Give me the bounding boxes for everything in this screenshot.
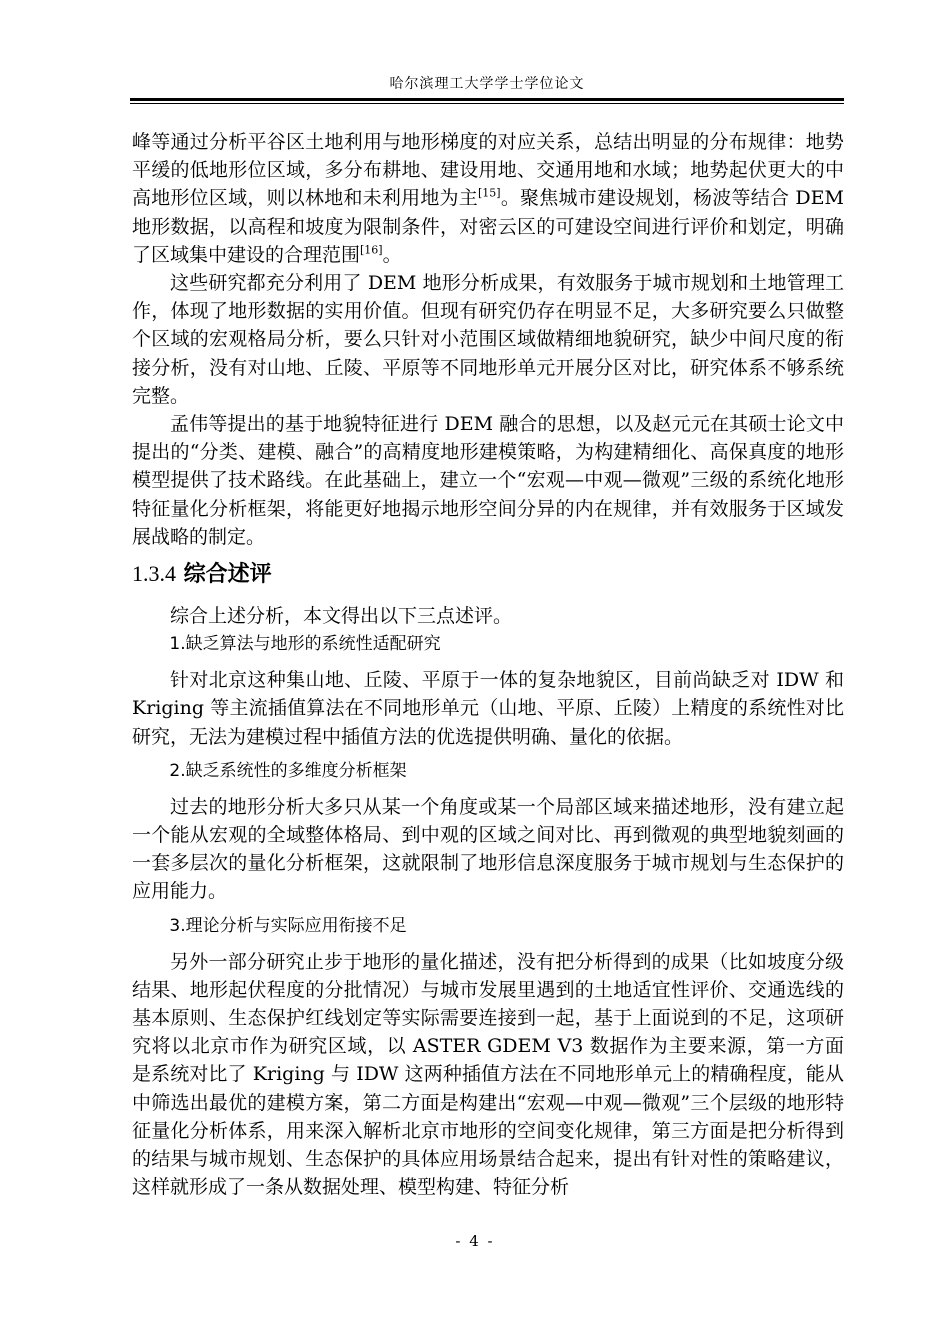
point-3-heading: 3.理论分析与实际应用衔接不足 — [169, 915, 407, 936]
paragraph-1-end: 。 — [382, 243, 402, 266]
point-1-text: 针对北京这种集山地、丘陵、平原于一体的复杂地貌区，目前尚缺乏对 IDW 和 Kriging 等主流插值算法在不同地形单元（山地、平原、丘陵）上精度的系统性对比研究，无法为建模过程中插值方法的优选提供明确、量化的依据。 — [132, 669, 844, 748]
body-text — [132, 128, 844, 1202]
header-rule — [130, 98, 844, 104]
intro-paragraph: 综合上述分析，本文得出以下三点述评。 — [170, 605, 513, 628]
point-1-heading: 1.缺乏算法与地形的系统性适配研究 — [169, 634, 441, 655]
citation-16: [16] — [360, 243, 383, 257]
section-number: 1.3.4 — [132, 561, 176, 587]
citation-15: [15] — [478, 187, 501, 201]
point-3-text: 另外一部分研究止步于地形的量化描述，没有把分析得到的成果（比如坡度分级结果、地形起伏程度的分批情况）与城市发展里遇到的土地适宜性评价、交通选线的基本原则、生态保护红线划定等实际需要连接到一起，基于上面说到的不足，这项研究将以北京市作为研究区域，以 ASTER GDEM V3 数据作为主要来源，第一方面是系统对比了 Kriging 与 IDW 这两种插值方法在不同地形单元上的精确程度，能从中筛选出最优的建模方案，第二方面是构建出“宏观—中观—微观”三个层级的地形特征量化分析体系，用来深入解析北京市地形的空间变化规律，第三方面是把分析得到的结果与城市规划、生态保护的具体应用场景结合起来，提出有针对性的策略建议，这样就形成了一条从数据处理、模型构建、特征分析 — [132, 950, 844, 1199]
paragraph-1-text: 峰等通过分析平谷区土地利用与地形梯度的对应关系，总结出明显的分布规律：地势平缓的低地形位区域，多分布耕地、建设用地、交通用地和水域；地势起伏更大的中高地形位区域，则以林地和未利用地为主 — [132, 131, 844, 210]
point-2-heading: 2.缺乏系统性的多维度分析框架 — [169, 760, 407, 781]
paragraph-3: 孟伟等提出的基于地貌特征进行 DEM 融合的思想，以及赵元元在其硕士论文中提出的“分类、建模、融合”的高精度地形建模策略，为构建精细化、高保真度的地形模型提供了技术路线。在此基础上，建立一个“宏观—中观—微观”三级的系统化地形特征量化分析框架，将能更好地揭示地形空间分异的内在规律，并有效服务于区域发展战略的制定。 — [132, 413, 844, 548]
paragraph-2: 这些研究都充分利用了 DEM 地形分析成果，有效服务于城市规划和土地管理工作，体现了地形数据的实用价值。但现有研究仍存在明显不足，大多研究要么只做整个区域的宏观格局分析，要么只针对小范围区域做精细地貌研究，缺少中间尺度的衔接分析，没有对山地、丘陵、平原等不同地形单元开展分区对比，研究体系不够系统完整。 — [132, 272, 844, 407]
page-number: - 4 - — [455, 1232, 495, 1250]
section-title: 综合述评 — [183, 562, 272, 588]
point-2-text: 过去的地形分析大多只从某一个角度或某一个局部区域来描述地形，没有建立起一个能从宏观的全域整体格局、到中观的区域之间对比、再到微观的典型地貌刻画的一套多层次的量化分析框架，这就限制了地形信息深度服务于城市规划与生态保护的应用能力。 — [132, 795, 844, 903]
paragraph-1 — [132, 128, 844, 269]
section-heading — [132, 559, 844, 590]
paragraph-1-text-2: 。聚焦城市建设规划，杨波等结合 DEM 地形数据，以高程和坡度为限制条件，对密云区的可建设空间进行评价和划定，明确了区域集中建设的合理范围 — [132, 187, 844, 266]
running-header: 哈尔滨理工大学学士学位论文 — [389, 76, 585, 92]
